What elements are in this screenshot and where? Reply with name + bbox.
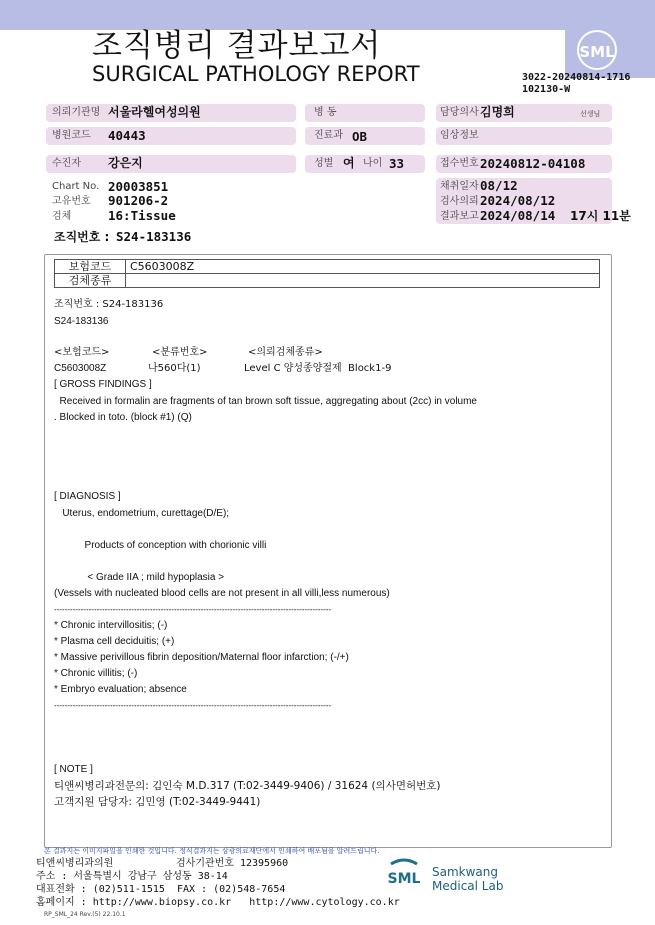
age-label: 나이 [363,158,383,169]
report-title-english: SURGICAL PATHOLOGY REPORT [92,62,420,86]
report-title-korean: 조직병리 결과보고서 [92,28,382,64]
insurance-code-value: C5603008Z [126,260,600,274]
request-type-value: Level C 양성종양절제 Block1-9 [244,363,392,374]
diagnosis-line-1: Uterus, endometrium, curettage(D/E); [54,508,230,519]
hospital-code-label: 병원코드 [52,130,91,141]
print-notice: 본 결과지는 이미지파일을 인쇄한 것입니다. 정식결과지는 삼광의료재단에서 인쇄하여 배포됨을 알려드립니다. [44,847,380,855]
result-time: 17시 11분 [570,209,631,223]
tissue-no-label: 조직번호 : [54,230,110,244]
diagnosis-line-4: (Vessels with nucleated blood cells are not present in all villi,less numerous) [54,588,390,599]
report-id-line2: 102130-W [522,84,571,95]
diagnosis-line-3: < Grade IIA ; mild hypoplasia > [54,572,225,583]
receipt-label: 접수번호 [440,158,479,169]
result-value: 2024/08/14 [480,208,556,223]
request-value: 2024/08/12 [480,193,556,208]
divider: -------------------------------------------------------------------------------------------------------- [54,605,332,614]
institution-label: 의뢰기관명 [52,107,101,118]
note-title: [ NOTE ] [54,764,93,775]
collection-label: 채취일자 [440,181,479,192]
diagnosis-line-2: Products of conception with chorionic villi [54,540,267,551]
sex-value: 여 [343,156,355,170]
department-label: 진료과 [314,130,343,141]
patient-name-label: 수진자 [52,158,81,169]
lab-number: 검사기관번호 12395960 [176,858,289,869]
note-pathologist: 티앤씨병리과전문의: 김인숙 M.D.317 (T:02-3449-9406) / 31624 (의사면허번호) [54,780,441,792]
report-tissue-line: 조직번호 : S24-183136 [54,299,164,310]
finding-item-1: * Chronic intervillositis; (-) [54,620,168,631]
brand-name-line2: Medical Lab [432,879,504,893]
specimen-type-label: 검체종류 [55,274,126,288]
collection-value: 08/12 [480,178,518,193]
report-id [522,72,630,96]
insurance-code-table [54,259,600,288]
finding-item-2: * Plasma cell deciduitis; (+) [54,636,175,647]
lab-phone: 대표전화 : (02)511-1515 FAX : (02)548-7654 [36,884,286,895]
samkwang-logo-icon [385,858,423,886]
code-value: C5603008Z [54,363,107,374]
specimen-type-value [126,274,600,288]
result-label: 결과보고 [440,211,479,222]
report-tissue-line2: S24-183136 [54,316,109,327]
unique-label: 고유번호 [52,196,91,207]
row-bg [46,155,296,173]
institution-value: 서울라헬여성의원 [108,105,201,119]
header-request: <의뢰검체종류> [248,347,323,358]
report-id-line1: 3022-20240814-1716 [522,72,631,83]
gross-findings-title: [ GROSS FINDINGS ] [54,379,152,390]
receipt-value: 20240812-04108 [480,156,586,171]
ward-label: 병 동 [314,107,337,118]
class-value: 나560다(1) [148,363,201,374]
samkwang-logo-text: SML [387,871,421,886]
header-class: <분류번호> [152,347,208,358]
gross-line-2: . Blocked in toto. (block #1) (Q) [54,412,192,423]
form-id: RP_SML_24 Rev.(5) 22.10.1 [44,911,126,918]
lab-name: 티앤씨병리과의원 [36,858,114,869]
chart-label: Chart No. [52,181,100,192]
lab-website: 홈페이지 : http://www.biopsy.co.kr http://www.cytology.co.kr [36,897,400,908]
request-label: 검사의뢰 [440,196,479,207]
sml-logo: SML [577,30,617,70]
department-value: OB [352,129,368,144]
header-insurance: <보험코드> [54,347,110,358]
top-band [0,0,655,30]
doctor-suffix: 선생님 [580,110,601,118]
clinical-info-label: 임상정보 [440,130,479,141]
age-value: 33 [389,156,405,171]
chart-value: 20003851 [108,179,169,194]
doctor-value: 김명희 [480,105,515,119]
finding-item-3: * Massive perivillous fibrin deposition/Maternal floor infarction; (-/+) [54,652,349,663]
doctor-label: 담당의사 [440,107,479,118]
unique-value: 901206-2 [108,193,169,208]
divider: -------------------------------------------------------------------------------------------------------- [54,701,332,710]
note-support: 고객지원 담당자: 김민영 (T:02-3449-9441) [54,796,261,808]
diagnosis-title: [ DIAGNOSIS ] [54,491,121,502]
specimen-value: 16:Tissue [108,208,176,223]
sex-label: 성별 [314,158,334,169]
patient-name-value: 강은지 [108,156,143,170]
tissue-no-value: S24-183136 [116,229,192,244]
finding-item-4: * Chronic villitis; (-) [54,668,138,679]
specimen-label: 검체 [52,211,72,222]
brand-name-line1: Samkwang [432,865,498,879]
insurance-code-label: 보험코드 [55,260,126,274]
gross-line-1: Received in formalin are fragments of tan brown soft tissue, aggregating about (2cc) in volume [54,396,477,407]
lab-address: 주소 : 서울특별시 강남구 삼성동 38-14 [36,871,228,882]
finding-item-5: * Embryo evaluation; absence [54,684,187,695]
hospital-code-value: 40443 [108,128,146,143]
